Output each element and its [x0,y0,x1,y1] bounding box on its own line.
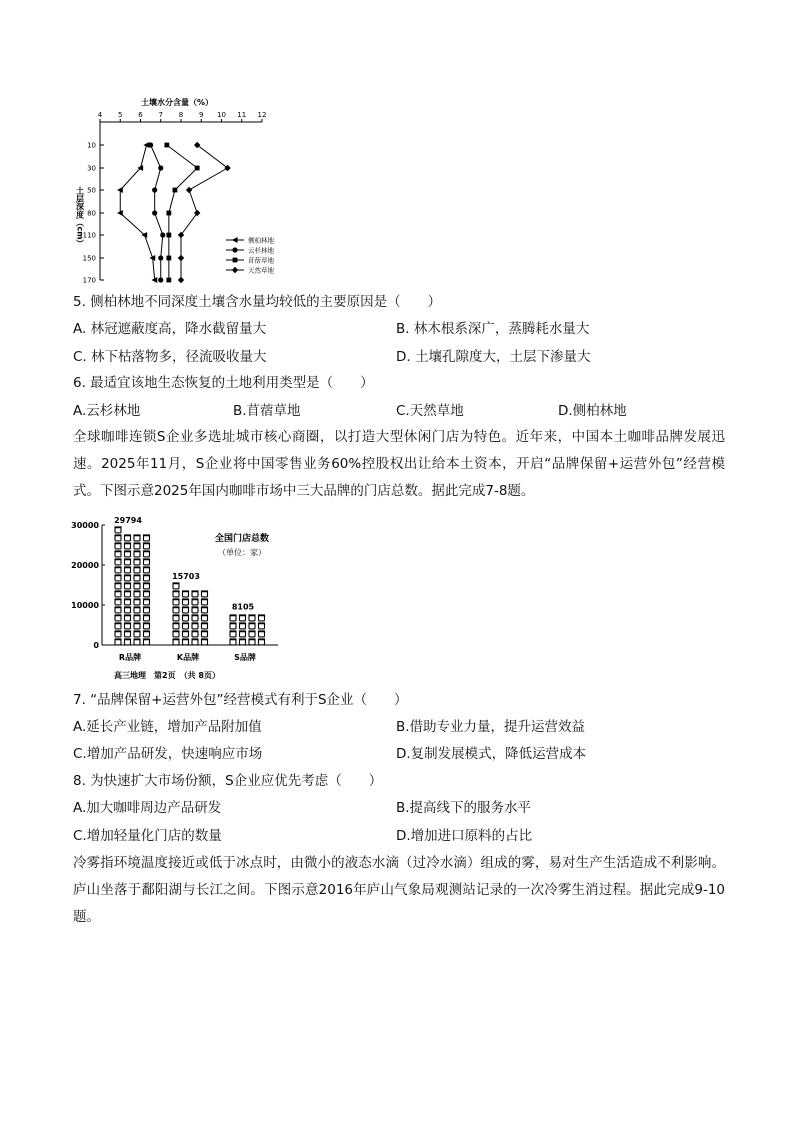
coffee-cup-icon [125,616,131,621]
coffee-cup-icon [115,576,121,581]
coffee-cup-icon [192,632,198,637]
page-footer: 高三地理 第2页 （共 8页） [114,671,220,680]
chart2-subtitle: （单位：家） [218,548,266,557]
chart1-y-tick-label: 170 [82,276,96,285]
q7-option-d[interactable]: D.复制发展模式，降低运营成本 [396,746,587,762]
coffee-cup-icon [144,536,150,541]
coffee-cup-icon [115,592,121,597]
coffee-cup-icon [173,600,179,605]
coffee-cup-icon [249,632,255,637]
q7-stem: 7. “品牌保留+运营外包”经营模式有利于S企业（ ） [73,692,408,708]
coffee-cup-icon [134,552,140,557]
coffee-cup-icon [144,600,150,605]
chart1-y-tick-label: 30 [87,164,96,173]
coffee-cup-icon [144,616,150,621]
coffee-cup-icon [173,616,179,621]
chart1-legend-label: 苜蓿草地 [248,256,274,265]
coffee-cup-icon [230,616,236,621]
chart1-y-tick-label: 80 [87,209,96,218]
chart1-x-tick-label: 10 [217,111,226,119]
coffee-cup-icon [115,552,121,557]
chart1-x-tick-label: 4 [97,111,103,119]
chart2-y-tick-label: 30000 [71,521,99,530]
coffee-cup-icon [115,568,121,573]
chart1-legend-label: 云杉林地 [248,246,274,255]
passage-coffee: 全球咖啡连锁S企业多选址城市核心商圈，以打造大型休闲门店为特色。近年来，中国本土咖啡品牌发展迅速。2025年11月，S企业将中国零售业务60%控股权出让给本土资本，开启“品牌保留+运营外包”经营模式。下图示意2025年国内咖啡市场中三大品牌的门店总数。据此完成7-8题。 [73,429,725,499]
chart1-y-tick-label: 10 [87,141,96,150]
chart2-value-label: 8105 [231,602,255,612]
coffee-cup-icon [240,640,246,645]
q6-option-d[interactable]: D.侧柏林地 [558,403,627,419]
coffee-cup-icon [259,632,265,637]
coffee-cup-icon [192,624,198,629]
coffee-cup-icon [183,624,189,629]
store-count-chart [70,515,290,685]
coffee-cup-icon [115,536,121,541]
chart2-category-label: K品牌 [176,653,200,662]
coffee-cup-icon [134,576,140,581]
coffee-cup-icon [134,624,140,629]
coffee-cup-icon [144,624,150,629]
coffee-cup-icon [125,544,131,549]
coffee-cup-icon [183,616,189,621]
chart1-point [152,187,157,192]
coffee-cup-icon [183,600,189,605]
coffee-cup-icon [144,568,150,573]
coffee-cup-icon [173,584,179,589]
chart1-ylabel: 土层深度（cm） [75,186,85,248]
coffee-cup-icon [125,632,131,637]
chart1-legend-marker [233,258,238,263]
coffee-cup-icon [173,624,179,629]
q7-option-c[interactable]: C.增加产品研发，快速响应市场 [73,746,263,762]
coffee-cup-icon [202,640,208,645]
chart2-y-tick-label: 10000 [71,601,99,610]
coffee-cup-icon [134,560,140,565]
chart1-point [152,210,157,215]
coffee-cup-icon [115,608,121,613]
chart2-y-tick-label: 0 [93,641,99,650]
chart1-x-tick-label: 6 [138,111,143,119]
coffee-cup-icon [134,608,140,613]
chart1-point [164,143,169,148]
chart1-point [173,188,178,193]
chart2-bar-1 [114,527,150,645]
q8-option-c[interactable]: C.增加轻量化门店的数量 [73,828,222,844]
chart1-point [178,255,184,261]
q8-stem: 8. 为快速扩大市场份额，S企业应优先考虑（ ） [73,773,383,789]
coffee-cup-icon [134,584,140,589]
coffee-cup-icon [115,528,121,533]
q5-option-b[interactable]: B. 林木根系深广，蒸腾耗水量大 [396,321,590,337]
chart1-x-tick-label: 5 [118,111,123,119]
q5-stem: 5. 侧柏林地不同深度土壤含水量均较低的主要原因是（ ） [73,294,442,310]
coffee-cup-icon [115,584,121,589]
q5-option-a[interactable]: A. 林冠遮蔽度高，降水截留量大 [73,321,267,337]
chart1-series-line [120,145,154,280]
chart1-legend-label: 侧柏林地 [248,236,274,245]
coffee-cup-icon [173,608,179,613]
chart1-y-tick-label: 150 [82,254,96,263]
coffee-cup-icon [230,632,236,637]
coffee-cup-icon [115,616,121,621]
coffee-cup-icon [125,568,131,573]
coffee-cup-icon [202,592,208,597]
coffee-cup-icon [125,608,131,613]
coffee-cup-icon [125,640,131,645]
coffee-cup-icon [173,640,179,645]
coffee-cup-icon [134,536,140,541]
chart2-value-label: 15703 [172,572,200,582]
coffee-cup-icon [202,632,208,637]
coffee-cup-icon [259,616,265,621]
coffee-cup-icon [183,608,189,613]
chart1-title: 土壤水分含量（%） [140,98,214,107]
coffee-cup-icon [183,632,189,637]
chart1-point [186,187,192,193]
coffee-cup-icon [125,576,131,581]
chart1-legend-label: 天然草地 [248,266,274,275]
coffee-cup-icon [115,624,121,629]
coffee-cup-icon [144,544,150,549]
coffee-cup-icon [249,616,255,621]
chart1-point [148,142,153,147]
chart1-x-tick-label: 8 [178,111,184,119]
coffee-cup-icon [202,600,208,605]
coffee-cup-icon [259,640,265,645]
coffee-cup-icon [134,640,140,645]
coffee-cup-icon [134,568,140,573]
chart1-point [158,255,163,260]
coffee-cup-icon [134,544,140,549]
chart2-y-tick-label: 20000 [71,561,99,570]
coffee-cup-icon [125,592,131,597]
chart1-legend-marker [232,267,238,273]
q5-option-c[interactable]: C. 林下枯落物多，径流吸收量大 [73,349,267,365]
chart1-point [158,277,163,282]
chart1-x-tick-label: 7 [158,111,163,119]
coffee-cup-icon [183,592,189,597]
coffee-cup-icon [240,616,246,621]
coffee-cup-icon [202,616,208,621]
chart1-point [166,211,171,216]
coffee-cup-icon [202,608,208,613]
chart1-point [166,256,171,261]
coffee-cup-icon [134,632,140,637]
coffee-cup-icon [144,608,150,613]
coffee-cup-icon [115,560,121,565]
coffee-cup-icon [125,584,131,589]
coffee-cup-icon [134,592,140,597]
chart1-y-tick-label: 110 [82,231,96,240]
coffee-cup-icon [134,600,140,605]
q6-option-b[interactable]: B.苜蓿草地 [233,403,301,419]
coffee-cup-icon [144,632,150,637]
chart1-series-line [181,145,228,280]
coffee-cup-icon [249,640,255,645]
chart1-x-tick-label: 9 [199,111,204,119]
coffee-cup-icon [144,576,150,581]
coffee-cup-icon [125,624,131,629]
coffee-cup-icon [249,624,255,629]
coffee-cup-icon [173,592,179,597]
chart1-y-tick-label: 50 [87,186,96,195]
coffee-cup-icon [192,608,198,613]
q7-option-b[interactable]: B.借助专业力量，提升运营效益 [396,719,586,735]
coffee-cup-icon [144,560,150,565]
chart1-point [158,165,163,170]
coffee-cup-icon [115,640,121,645]
q8-option-a[interactable]: A.加大咖啡周边产品研发 [73,800,222,816]
coffee-cup-icon [125,560,131,565]
coffee-cup-icon [144,640,150,645]
coffee-cup-icon [134,616,140,621]
coffee-cup-icon [115,544,121,549]
coffee-cup-icon [125,536,131,541]
chart1-point [195,166,200,171]
coffee-cup-icon [192,600,198,605]
q8-option-d[interactable]: D.增加进口原料的占比 [396,828,533,844]
q7-option-a[interactable]: A.延长产业链，增加产品附加值 [73,719,262,735]
coffee-cup-icon [230,640,236,645]
coffee-cup-icon [115,600,121,605]
chart2-category-label: S品牌 [234,653,256,662]
chart1-point [166,233,171,238]
chart2-value-label: 29794 [114,515,142,525]
passage-cold-fog: 冷雾指环境温度接近或低于冰点时，由微小的液态水滴（过冷水滴）组成的雾，易对生产生活造成不利影响。庐山坐落于鄱阳湖与长江之间。下图示意2016年庐山气象局观测站记录的一次冷雾生消过程。据此完成9-10题。 [73,855,725,925]
coffee-cup-icon [144,584,150,589]
chart2-title: 全国门店总数 [214,534,270,544]
chart1-x-tick-label: 12 [257,111,267,119]
coffee-cup-icon [115,632,121,637]
chart1-point [166,278,171,283]
chart2-bar-3 [229,615,265,645]
q6-option-a[interactable]: A.云杉林地 [73,403,141,419]
coffee-cup-icon [240,632,246,637]
coffee-cup-icon [240,624,246,629]
coffee-cup-icon [144,552,150,557]
coffee-cup-icon [125,552,131,557]
coffee-cup-icon [192,592,198,597]
coffee-cup-icon [125,600,131,605]
q8-option-b[interactable]: B.提高线下的服务水平 [396,800,532,816]
coffee-cup-icon [183,640,189,645]
coffee-cup-icon [230,624,236,629]
chart1-point [160,232,165,237]
coffee-cup-icon [144,592,150,597]
coffee-cup-icon [192,640,198,645]
chart2-category-label: R品牌 [118,653,142,662]
q5-option-d[interactable]: D. 土壤孔隙度大，土层下渗量大 [396,349,591,365]
q6-stem: 6. 最适宜该地生态恢复的土地利用类型是（ ） [73,375,374,391]
chart1-point [178,277,184,283]
coffee-cup-icon [202,624,208,629]
chart1-x-tick-label: 11 [237,111,247,119]
chart1-legend-marker [232,247,237,252]
coffee-cup-icon [173,632,179,637]
coffee-cup-icon [192,616,198,621]
soil-moisture-chart [70,92,310,292]
coffee-cup-icon [259,624,265,629]
q6-option-c[interactable]: C.天然草地 [396,403,464,419]
chart2-bar-2 [172,583,208,645]
chart1-legend-marker [232,237,238,243]
